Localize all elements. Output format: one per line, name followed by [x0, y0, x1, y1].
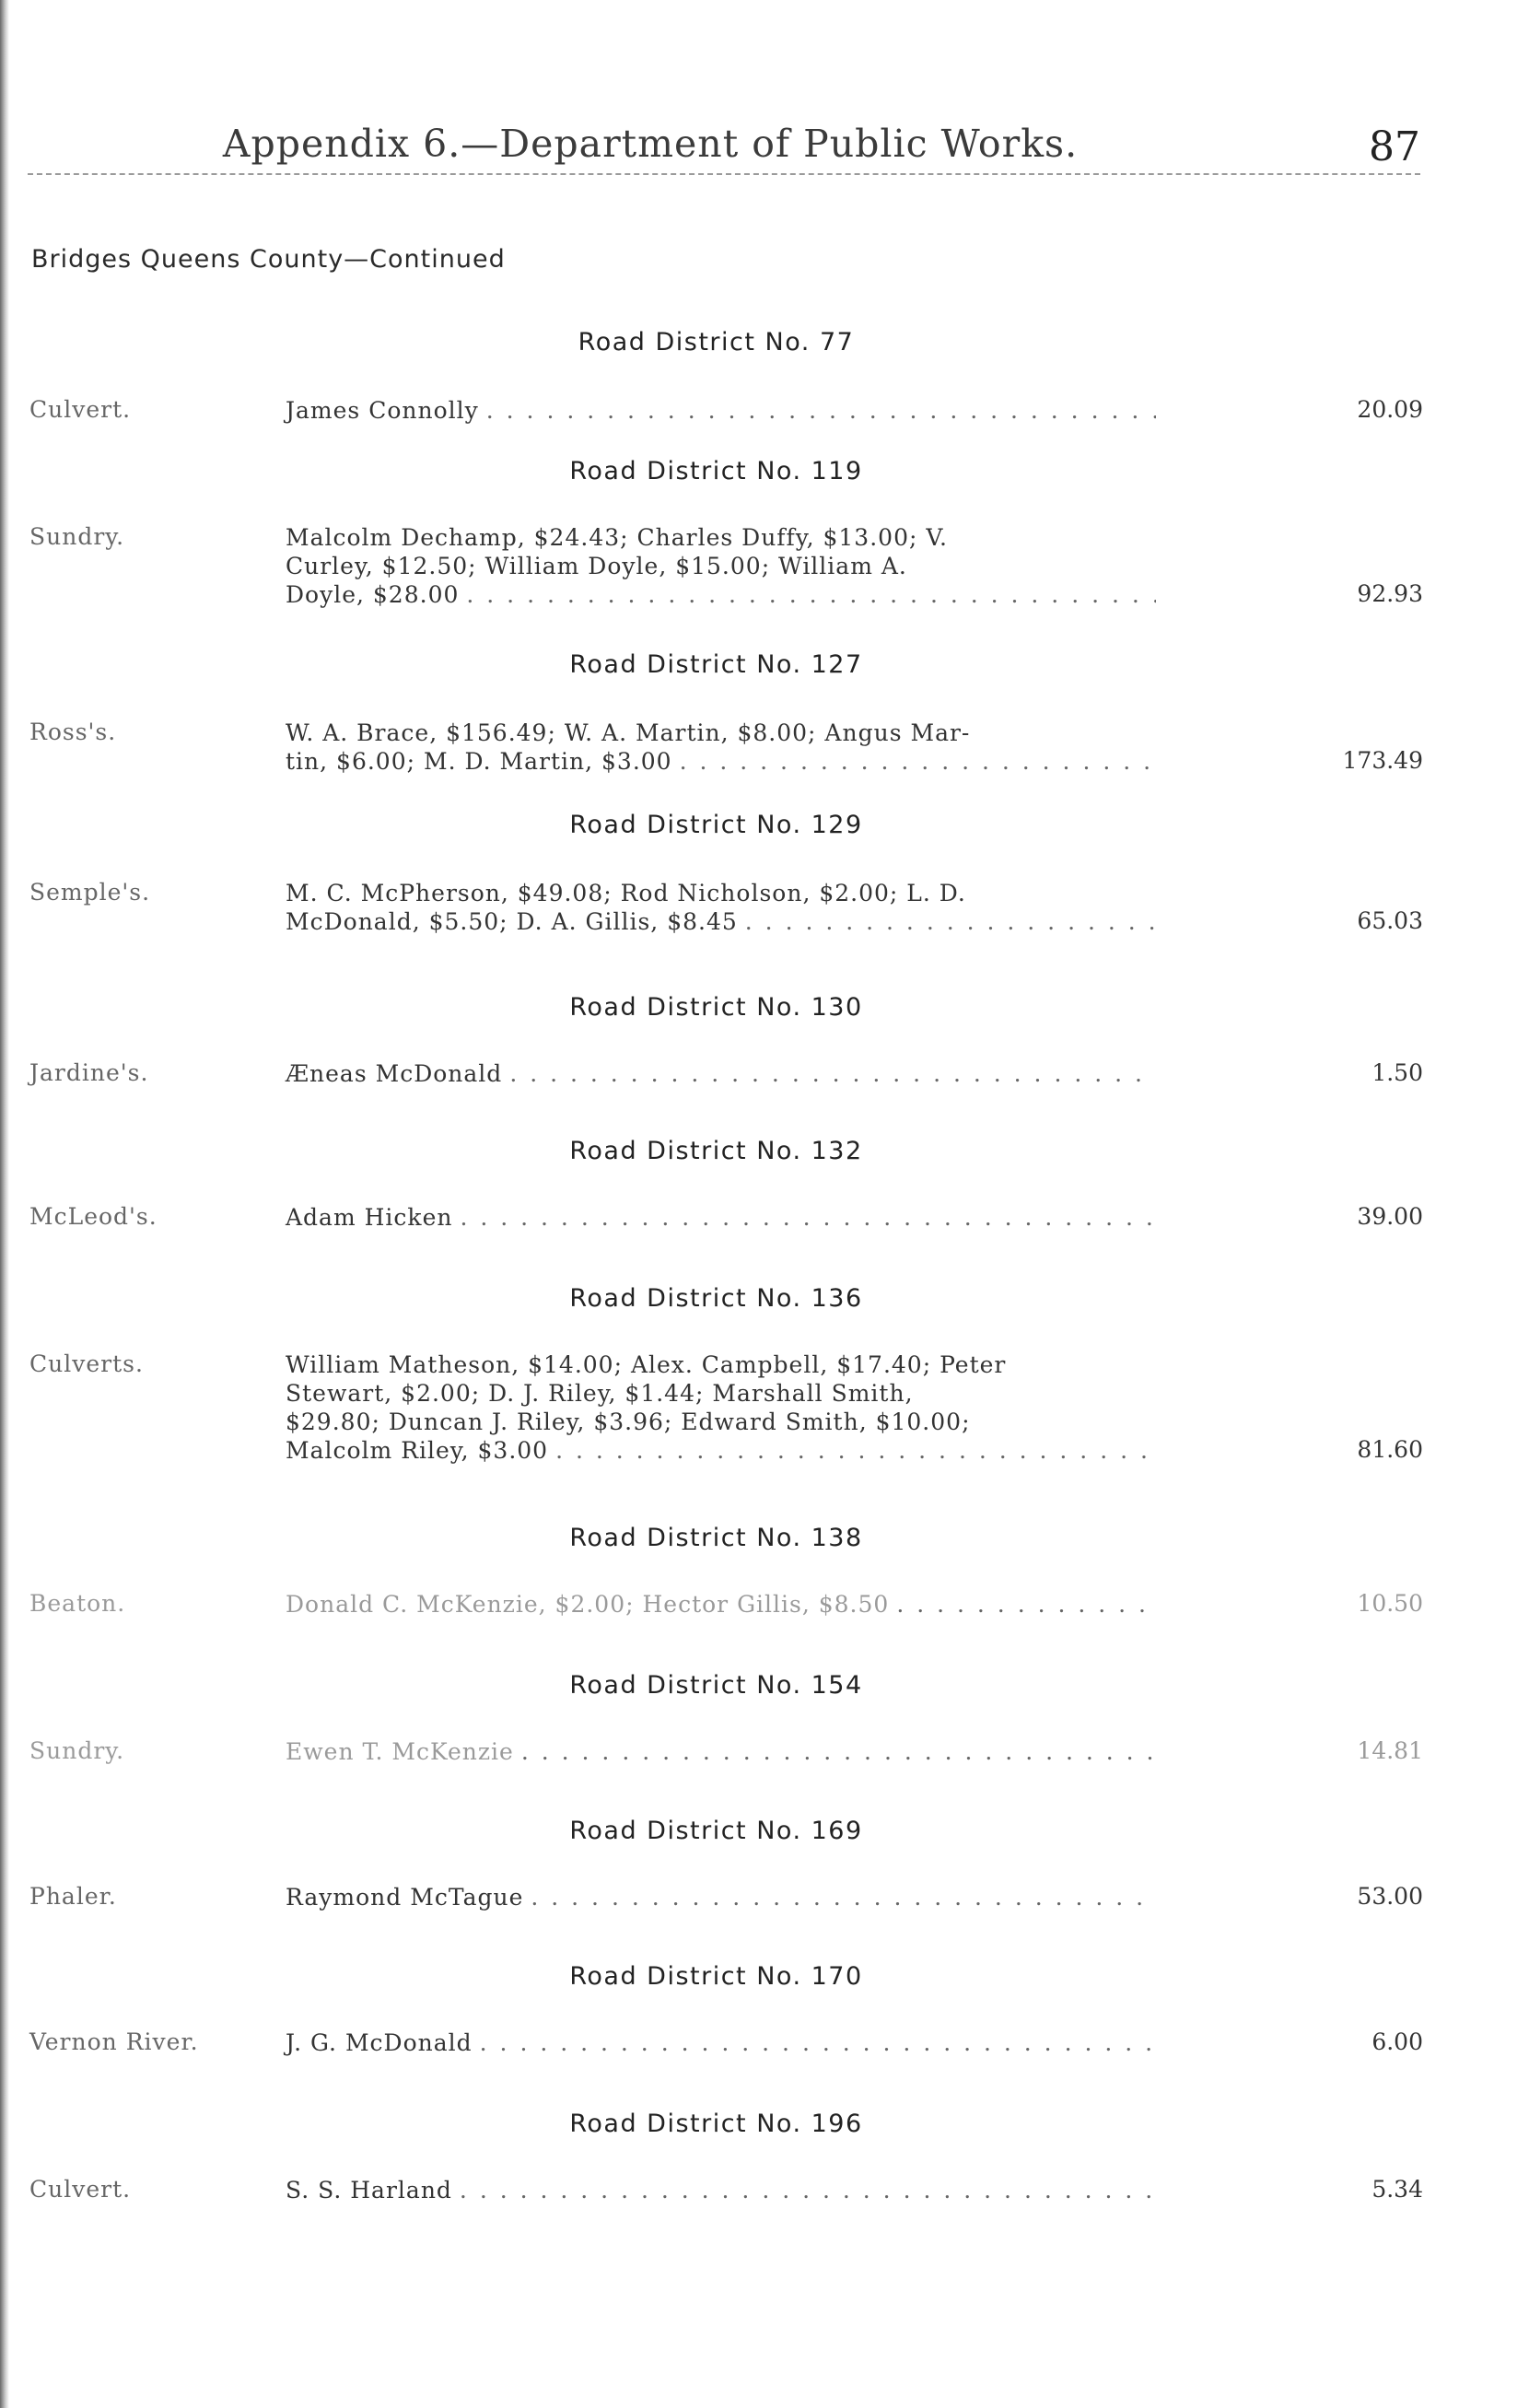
entry-description	[286, 1350, 1156, 1465]
description-text: James Connolly	[286, 397, 479, 424]
description-text: Malcolm Dechamp, $24.43; Charles Duffy, $13.00; V.	[286, 524, 948, 551]
entry-location: Jardine's.	[29, 1059, 149, 1086]
description-line	[286, 879, 1156, 907]
entry-description	[286, 2176, 1156, 2204]
description-line	[286, 396, 1156, 425]
description-line	[286, 1408, 1156, 1436]
page-header	[28, 122, 1420, 177]
entry-amount: 1.50	[1371, 1059, 1423, 1086]
district-heading: Road District No. 119	[569, 457, 863, 485]
description-line	[286, 580, 1156, 609]
entry-location: Semple's.	[29, 879, 151, 906]
description-text: W. A. Brace, $156.49; W. A. Martin, $8.00; Angus Mar-	[286, 719, 971, 746]
description-text: William Matheson, $14.00; Alex. Campbell, $17.40; Peter	[286, 1351, 1007, 1378]
entry-description	[286, 1737, 1156, 1766]
entry-amount: 173.49	[1342, 747, 1423, 774]
description-line	[286, 1737, 1156, 1766]
running-title: Appendix 6.—Department of Public Works.	[222, 122, 1079, 166]
entry-amount: 81.60	[1357, 1436, 1423, 1463]
description-line	[286, 1436, 1156, 1465]
description-text: Raymond McTague	[286, 1884, 524, 1911]
entry-location: Vernon River.	[29, 2028, 199, 2055]
description-line	[286, 1590, 1156, 1619]
entry-location: Phaler.	[29, 1883, 117, 1910]
dot-leader	[466, 580, 1156, 609]
entry-description	[286, 523, 1156, 609]
district-heading: Road District No. 154	[569, 1671, 863, 1700]
entry-location: Sundry.	[29, 523, 125, 550]
description-text: M. C. McPherson, $49.08; Rod Nicholson, $2.00; L. D.	[286, 880, 966, 906]
dot-leader	[896, 1590, 1156, 1619]
entry-description	[286, 1059, 1156, 1088]
description-line	[286, 552, 1156, 580]
district-heading: Road District No. 196	[569, 2110, 863, 2138]
description-text: Donald C. McKenzie, $2.00; Hector Gillis, $8.50	[286, 1591, 890, 1618]
district-heading: Road District No. 129	[569, 811, 863, 839]
dot-leader	[745, 907, 1156, 936]
district-heading: Road District No. 130	[569, 993, 863, 1022]
description-text: Stewart, $2.00; D. J. Riley, $1.44; Marshall Smith,	[286, 1380, 914, 1407]
dot-leader	[509, 1059, 1156, 1088]
description-text: Malcolm Riley, $3.00	[286, 1437, 549, 1464]
district-heading: Road District No. 169	[569, 1817, 863, 1845]
entry-description	[286, 1883, 1156, 1911]
entry-description	[286, 1203, 1156, 1232]
district-heading: Road District No. 77	[578, 328, 855, 357]
district-heading: Road District No. 132	[569, 1137, 863, 1165]
entry-location: Culvert.	[29, 2176, 132, 2203]
entry-location: Culvert.	[29, 396, 132, 423]
entry-amount: 53.00	[1357, 1883, 1423, 1910]
description-text: S. S. Harland	[286, 2177, 452, 2203]
dot-leader	[521, 1737, 1156, 1766]
description-text: $29.80; Duncan J. Riley, $3.96; Edward Smith, $10.00;	[286, 1409, 971, 1435]
dot-leader	[460, 1203, 1156, 1232]
entry-location: Sundry.	[29, 1737, 125, 1764]
header-rule	[28, 173, 1420, 175]
page-number: 87	[1369, 123, 1420, 170]
district-heading: Road District No. 170	[569, 1962, 863, 1991]
page-edge-shadow	[0, 0, 9, 2408]
description-line	[286, 2028, 1156, 2057]
entry-amount: 39.00	[1357, 1203, 1423, 1230]
description-line	[286, 719, 1156, 747]
entry-amount: 20.09	[1357, 396, 1423, 423]
section-subtitle: Bridges Queens County—Continued	[31, 245, 506, 274]
description-line	[286, 2176, 1156, 2204]
district-heading: Road District No. 136	[569, 1284, 863, 1313]
entry-amount: 6.00	[1371, 2028, 1423, 2055]
entry-location: Beaton.	[29, 1590, 126, 1617]
description-line	[286, 1883, 1156, 1911]
entry-amount: 14.81	[1357, 1737, 1423, 1764]
description-text: J. G. McDonald	[286, 2029, 473, 2056]
dot-leader	[480, 2028, 1156, 2057]
description-line	[286, 1350, 1156, 1379]
description-text: Doyle, $28.00	[286, 581, 460, 608]
description-text: McDonald, $5.50; D. A. Gillis, $8.45	[286, 908, 738, 935]
entry-amount: 92.93	[1357, 580, 1423, 607]
entry-amount: 65.03	[1357, 907, 1423, 934]
dot-leader	[486, 396, 1156, 425]
description-text: Adam Hicken	[286, 1204, 453, 1231]
description-text: Ewen T. McKenzie	[286, 1738, 514, 1765]
entry-description	[286, 396, 1156, 425]
description-line	[286, 523, 1156, 552]
description-line	[286, 1379, 1156, 1408]
entry-description	[286, 2028, 1156, 2057]
dot-leader	[460, 2176, 1156, 2204]
description-line	[286, 747, 1156, 776]
description-text: Æneas McDonald	[286, 1060, 503, 1087]
description-line	[286, 907, 1156, 936]
dot-leader	[555, 1436, 1156, 1465]
description-text: tin, $6.00; M. D. Martin, $3.00	[286, 748, 672, 775]
description-line	[286, 1059, 1156, 1088]
entry-amount: 10.50	[1357, 1590, 1423, 1617]
entry-amount: 5.34	[1371, 2176, 1423, 2203]
entry-description	[286, 1590, 1156, 1619]
description-line	[286, 1203, 1156, 1232]
entry-location: Ross's.	[29, 719, 117, 745]
description-text: Curley, $12.50; William Doyle, $15.00; William A.	[286, 553, 907, 579]
entry-description	[286, 879, 1156, 936]
entry-location: McLeod's.	[29, 1203, 158, 1230]
dot-leader	[680, 747, 1156, 776]
district-heading: Road District No. 127	[569, 650, 863, 679]
entry-description	[286, 719, 1156, 776]
district-heading: Road District No. 138	[569, 1524, 863, 1552]
entry-location: Culverts.	[29, 1350, 144, 1377]
dot-leader	[531, 1883, 1156, 1911]
